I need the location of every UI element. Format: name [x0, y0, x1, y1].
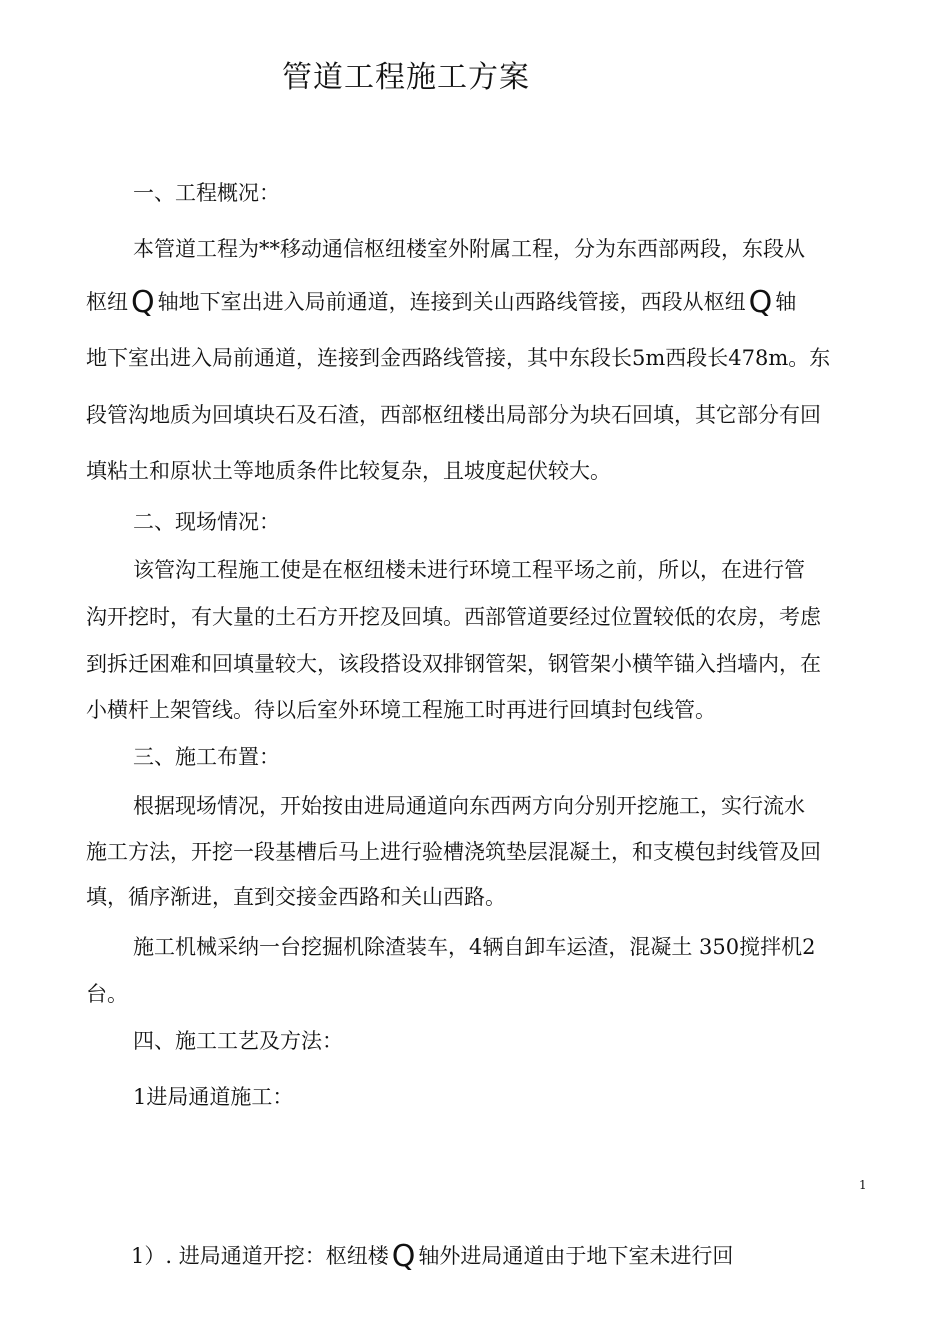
s1-line-1: 本管道工程为**移动通信枢纽楼室外附属工程，分为东西部两段，东段从: [133, 237, 805, 261]
s1-line-2-a: 枢纽: [86, 290, 128, 314]
s4-item-1-a: 1）. 进局通道开挖：枢纽楼: [131, 1244, 389, 1268]
s1-line-2-c: 轴: [775, 290, 797, 314]
axis-q-symbol: Q: [131, 285, 155, 320]
section-4-subheading: 1进局通道施工：: [133, 1085, 294, 1109]
section-2-heading: 二、现场情况：: [133, 510, 280, 534]
s2-line-2: 沟开挖时，有大量的土石方开挖及回填。西部管道要经过位置较低的农房，考虑: [86, 605, 821, 629]
s1-line-2: [86, 282, 869, 322]
s3-line-2: 施工方法，开挖一段基槽后马上进行验槽浇筑垫层混凝土，和支模包封线管及回: [86, 840, 821, 864]
document-title: 管道工程施工方案: [282, 60, 530, 95]
s3-line-1: 根据现场情况，开始按由进局通道向东西两方向分别开挖施工，实行流水: [133, 794, 805, 818]
s3-line-5: 台。: [86, 982, 128, 1006]
s2-line-1: 该管沟工程施工使是在枢纽楼未进行环境工程平场之前，所以，在进行管: [133, 558, 805, 582]
axis-q-symbol: Q: [391, 1239, 416, 1274]
s3-line-3: 填，循序渐进，直到交接金西路和关山西路。: [86, 885, 506, 909]
s2-line-3: 到拆迁困难和回填量较大，该段搭设双排钢管架，钢管架小横竿锚入挡墙内，在: [86, 652, 821, 676]
s1-line-4: 段管沟地质为回填块石及石渣，西部枢纽楼出局部分为块石回填，其它部分有回: [86, 403, 821, 427]
section-4-heading: 四、施工工艺及方法：: [133, 1029, 343, 1053]
s1-line-3: 地下室出进入局前通道，连接到金西路线管接，其中东段长5m西段长478m。东: [86, 346, 831, 370]
section-3-heading: 三、施工布置：: [133, 745, 280, 769]
s1-line-5: 填粘土和原状土等地质条件比较复杂，且坡度起伏较大。: [86, 459, 611, 483]
axis-q-symbol: Q: [748, 285, 773, 320]
page-number: 1: [859, 1178, 867, 1192]
section-1-heading: 一、工程概况：: [133, 181, 280, 205]
s2-line-4: 小横杆上架管线。待以后室外环境工程施工时再进行回填封包线管。: [86, 698, 716, 722]
s4-item-1: [131, 1236, 831, 1276]
s1-line-2-b: 轴地下室出进入局前通道，连接到关山西路线管接，西段从枢纽: [157, 290, 746, 314]
s4-item-1-b: 轴外进局通道由于地下室未进行回: [418, 1244, 734, 1268]
s3-line-4: 施工机械采纳一台挖掘机除渣装车，4辆自卸车运渣，混凝土 350搅拌机2: [133, 935, 816, 959]
